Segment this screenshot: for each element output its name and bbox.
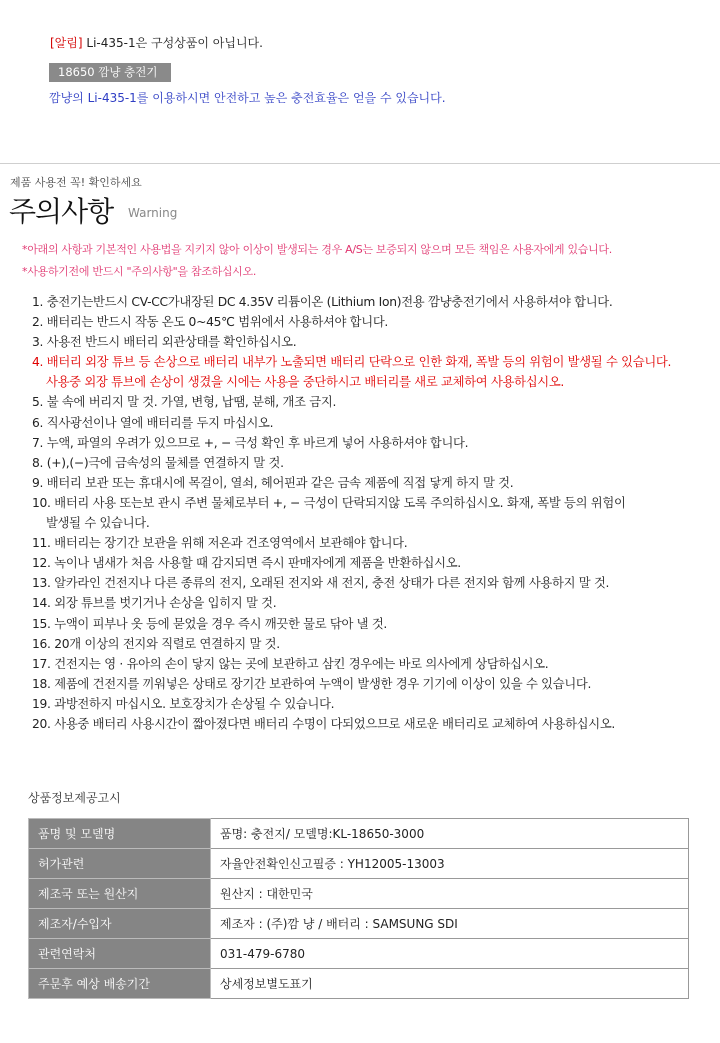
product-badge: 18650 깜냥 충전기 xyxy=(49,63,171,82)
caution-item-text: 7. 누액, 파열의 우려가 있으므로 +, − 극성 확인 후 바르게 넣어 사용하셔야 합니다. xyxy=(32,435,469,450)
caution-item-text: 6. 직사광선이나 열에 배터리를 두지 마십시오. xyxy=(32,415,274,430)
caution-item xyxy=(0,533,720,553)
spec-value: 자율안전확인신고필증 : YH12005-13003 xyxy=(211,849,689,879)
spec-key: 허가관련 xyxy=(29,849,211,879)
caution-item-text: 5. 불 속에 버리지 말 것. 가열, 변형, 납땜, 분해, 개조 금지. xyxy=(32,395,337,410)
check-label: 제품 사용전 꼭! 확인하세요 xyxy=(10,176,142,189)
caution-item-text: 10. 배터리 사용 또는보 관시 주변 물체로부터 +, − 극성이 단락되지않 도록 주의하십시오. 화재, 폭발 등의 위험이 xyxy=(32,495,626,510)
caution-item-text: 1. 충전기는반드시 CV-CC가내장된 DC 4.35V 리튬이온 (Lithium Ion)전용 깜냥충전기에서 사용하셔야 합니다. xyxy=(32,295,613,309)
spec-key: 품명 및 모델명 xyxy=(29,819,211,849)
caution-item-text: 16. 20개 이상의 전지와 직렬로 연결하지 말 것. xyxy=(32,636,280,651)
warning-note-1: *아래의 사항과 기본적인 사용법을 지키지 않아 이상이 발생되는 경우 A/S는 보증되지 않으며 모든 책임은 사용자에게 있습니다. xyxy=(22,243,612,256)
caution-item-text: 4. 배터리 외장 튜브 등 손상으로 배터리 내부가 노출되면 배터리 단락으로 인한 화재, 폭발 등의 위험이 발생될 수 있습니다. xyxy=(32,355,672,370)
caution-list xyxy=(0,292,720,734)
caution-item-text: 8. (+),(−)극에 금속성의 물체를 연결하지 말 것. xyxy=(32,455,284,470)
caution-item-continuation: 사용중 외장 튜브에 손상이 생겼을 시에는 사용을 중단하시고 배터리를 새로 교체하여 사용하십시오. xyxy=(46,375,565,390)
caution-item-text: 12. 녹이나 냄새가 처음 사용할 때 감지되면 즉시 판매자에게 제품을 반환하십시오. xyxy=(32,556,461,571)
caution-item-text: 19. 과방전하지 마십시오. 보호장치가 손상될 수 있습니다. xyxy=(32,696,335,711)
caution-item xyxy=(0,654,720,674)
caution-item xyxy=(0,674,720,694)
spec-value: 031-479-6780 xyxy=(211,939,689,969)
caution-item xyxy=(0,392,720,412)
caution-item xyxy=(0,352,720,392)
spec-row xyxy=(29,909,689,939)
notice-line xyxy=(50,34,263,51)
spec-table xyxy=(28,818,689,999)
spec-row xyxy=(29,849,689,879)
caution-item xyxy=(0,694,720,714)
info-message: 깜냥의 Li-435-1를 이용하시면 안전하고 높은 충전효율은 얻을 수 있습니다. xyxy=(49,91,446,105)
caution-item xyxy=(0,553,720,573)
caution-item xyxy=(0,614,720,634)
caution-item-text: 2. 배터리는 반드시 작동 온도 0~45℃ 범위에서 사용하셔야 합니다. xyxy=(32,315,389,330)
caution-item-text: 9. 배터리 보관 또는 휴대시에 목걸이, 열쇠, 헤어핀과 같은 금속 제품에 직접 닿게 하지 말 것. xyxy=(32,475,514,490)
caution-item-text: 11. 배터리는 장기간 보관을 위해 저온과 건조영역에서 보관해야 합니다. xyxy=(32,536,408,551)
caution-item xyxy=(0,332,720,352)
spec-title: 상품정보제공고시 xyxy=(28,791,121,805)
caution-item xyxy=(0,573,720,593)
spec-value: 제조자 : (주)깜 냥 / 배터리 : SAMSUNG SDI xyxy=(211,909,689,939)
spec-value: 원산지 : 대한민국 xyxy=(211,879,689,909)
caution-item xyxy=(0,413,720,433)
spec-key: 제조자/수입자 xyxy=(29,909,211,939)
spec-value: 품명: 충전지/ 모델명:KL-18650-3000 xyxy=(211,819,689,849)
caution-item-continuation: 발생될 수 있습니다. xyxy=(46,516,150,531)
caution-subtitle: Warning xyxy=(128,206,178,220)
notice-text: Li-435-1은 구성상품이 아닙니다. xyxy=(82,36,263,50)
spec-key: 제조국 또는 원산지 xyxy=(29,879,211,909)
caution-item-text: 14. 외장 튜브를 벗기거나 손상을 입히지 말 것. xyxy=(32,596,277,611)
caution-item-text: 18. 제품에 건전지를 끼워넣은 상태로 장기간 보관하여 누액이 발생한 경우 기기에 이상이 있을 수 있습니다. xyxy=(32,676,592,691)
warning-note-2: *사용하기전에 반드시 "주의사항"을 참조하십시오. xyxy=(22,265,257,278)
spec-value: 상세정보별도표기 xyxy=(211,969,689,999)
caution-item-text: 20. 사용중 배터리 사용시간이 짧아졌다면 배터리 수명이 다되었으므로 새로운 배터리로 교체하여 사용하십시오. xyxy=(32,716,616,731)
caution-item xyxy=(0,312,720,332)
caution-item xyxy=(0,634,720,654)
caution-item xyxy=(0,473,720,493)
caution-item-text: 17. 건전지는 영 · 유아의 손이 닿지 않는 곳에 보관하고 삼킨 경우에는 바로 의사에게 상담하십시오. xyxy=(32,656,549,671)
caution-title: 주의사항 xyxy=(9,195,114,228)
caution-item xyxy=(0,292,720,312)
caution-item-text: 15. 누액이 피부나 옷 등에 묻었을 경우 즉시 깨끗한 물로 닦아 낼 것. xyxy=(32,616,388,631)
notice-tag: [알림] xyxy=(50,36,83,50)
spec-row xyxy=(29,939,689,969)
spec-key: 관련연락처 xyxy=(29,939,211,969)
caution-item-text: 3. 사용전 반드시 배터리 외관상태를 확인하십시오. xyxy=(32,335,297,350)
caution-item xyxy=(0,714,720,734)
spec-row xyxy=(29,819,689,849)
spec-row xyxy=(29,969,689,999)
spec-key: 주문후 예상 배송기간 xyxy=(29,969,211,999)
caution-item xyxy=(0,593,720,613)
section-divider xyxy=(0,163,720,164)
caution-item xyxy=(0,493,720,533)
caution-item-text: 13. 알카라인 건전지나 다른 종류의 전지, 오래된 전지와 새 전지, 충전 상태가 다른 전지와 함께 사용하지 말 것. xyxy=(32,576,610,591)
spec-row xyxy=(29,879,689,909)
caution-item xyxy=(0,433,720,453)
caution-item xyxy=(0,453,720,473)
